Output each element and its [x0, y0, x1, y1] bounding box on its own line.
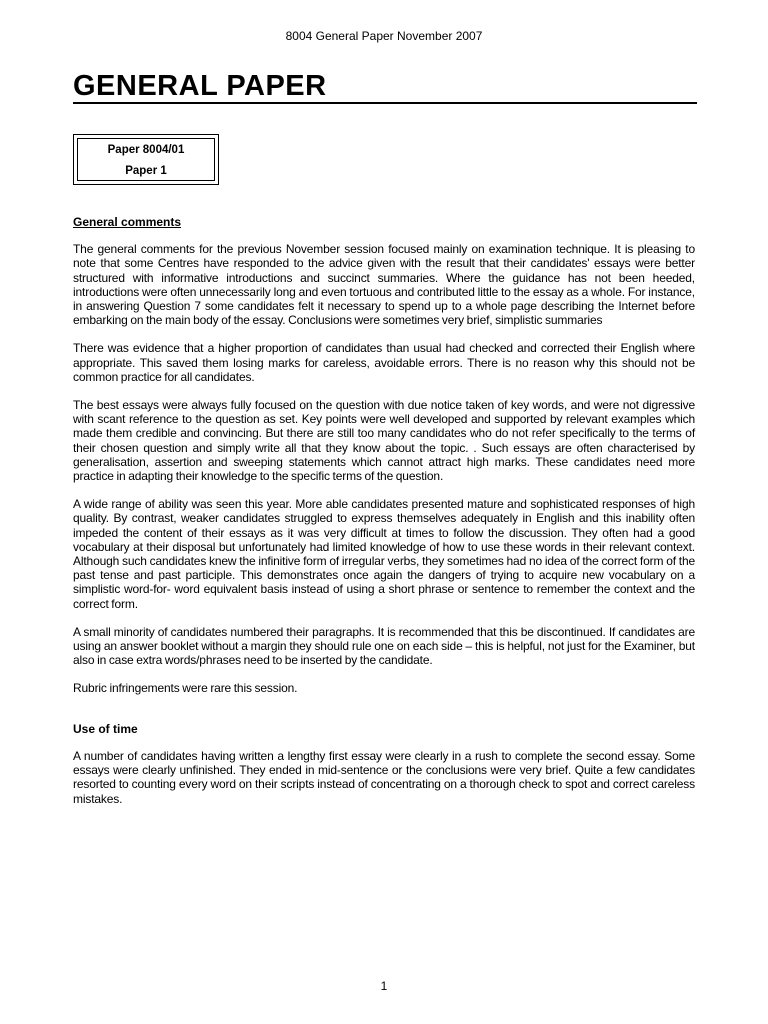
- document-title: GENERAL PAPER: [73, 70, 327, 102]
- paragraph: The general comments for the previous November session focused mainly on examination technique. It is pleasing to note that some Centres have responded to the advice given with the result that their candidates' essays were better structured with informative introductions and succinct summaries. Where the guidance has not been heeded, introductions were often unnecessarily long and even tortuous and contributed little to the essay as a whole. For instance, in answering Question 7 some candidates felt it necessary to spend up to a whole page describing the Internet before embarking on the main body of the essay. Conclusions were sometimes very brief, simplistic summaries: [73, 242, 695, 328]
- paper-number: Paper 1: [125, 165, 167, 177]
- page-number: 1: [380, 979, 388, 993]
- section-heading-general-comments: General comments: [73, 215, 182, 229]
- running-header: 8004 General Paper November 2007: [285, 29, 483, 43]
- document-body: [73, 215, 695, 820]
- paragraph: The best essays were always fully focused on the question with due notice taken of key words, and were not digressive with scant reference to the question as set. Key points were well developed and supported by relevant examples which made them credible and convincing. But there are still too many candidates who do not refer specifically to the terms of their chosen question and simply write all that they know about the topic. . Such essays are often characterised by generalisation, assertion and sweeping statements which cannot attract high marks. These candidates need more practice in adapting their knowledge to the specific terms of the question.: [73, 398, 695, 484]
- paragraph: There was evidence that a higher proportion of candidates than usual had checked and corrected their English where appropriate. This saved them losing marks for careless, avoidable errors. There is no reason why this should not be common practice for all candidates.: [73, 341, 695, 384]
- title-underline-rule: [73, 102, 697, 104]
- paragraph: A wide range of ability was seen this year. More able candidates presented mature and sophisticated responses of high quality. By contrast, weaker candidates struggled to express themselves adequately in English and this inability often impeded the content of their essays as it was very difficult at times to follow the discussion. They often had a good vocabulary at their disposal but unfortunately had limited knowledge of how to use these words in their relevant context. Although such candidates knew the infinitive form of irregular verbs, they sometimes had no idea of the correct form of the past tense and past participle. This demonstrates once again the dangers of trying to acquire new vocabulary on a simplistic word-for- word equivalent basis instead of using a short phrase or sentence to remember the context and the correct form.: [73, 497, 695, 611]
- paper-code: Paper 8004/01: [107, 144, 185, 156]
- paper-info-box: [73, 134, 219, 185]
- section-heading-use-of-time: Use of time: [73, 721, 138, 736]
- paragraph: Rubric infringements were rare this session.: [73, 681, 298, 696]
- paper-info-box-inner: [77, 138, 215, 181]
- section-spacer: [73, 710, 695, 722]
- paragraph: A number of candidates having written a lengthy first essay were clearly in a rush to complete the second essay. Some essays were clearly unfinished. They ended in mid-sentence or the conclusions were very brief. Quite a few candidates resorted to counting every word on their scripts instead of concentrating on a thorough check to spot and correct careless mistakes.: [73, 748, 695, 806]
- paragraph: A small minority of candidates numbered their paragraphs. It is recommended that this be discontinued. If candidates are using an answer booklet without a margin they should rule one on each side – this is helpful, not just for the Examiner, but also in case extra words/phrases need to be inserted by the candidate.: [73, 624, 695, 668]
